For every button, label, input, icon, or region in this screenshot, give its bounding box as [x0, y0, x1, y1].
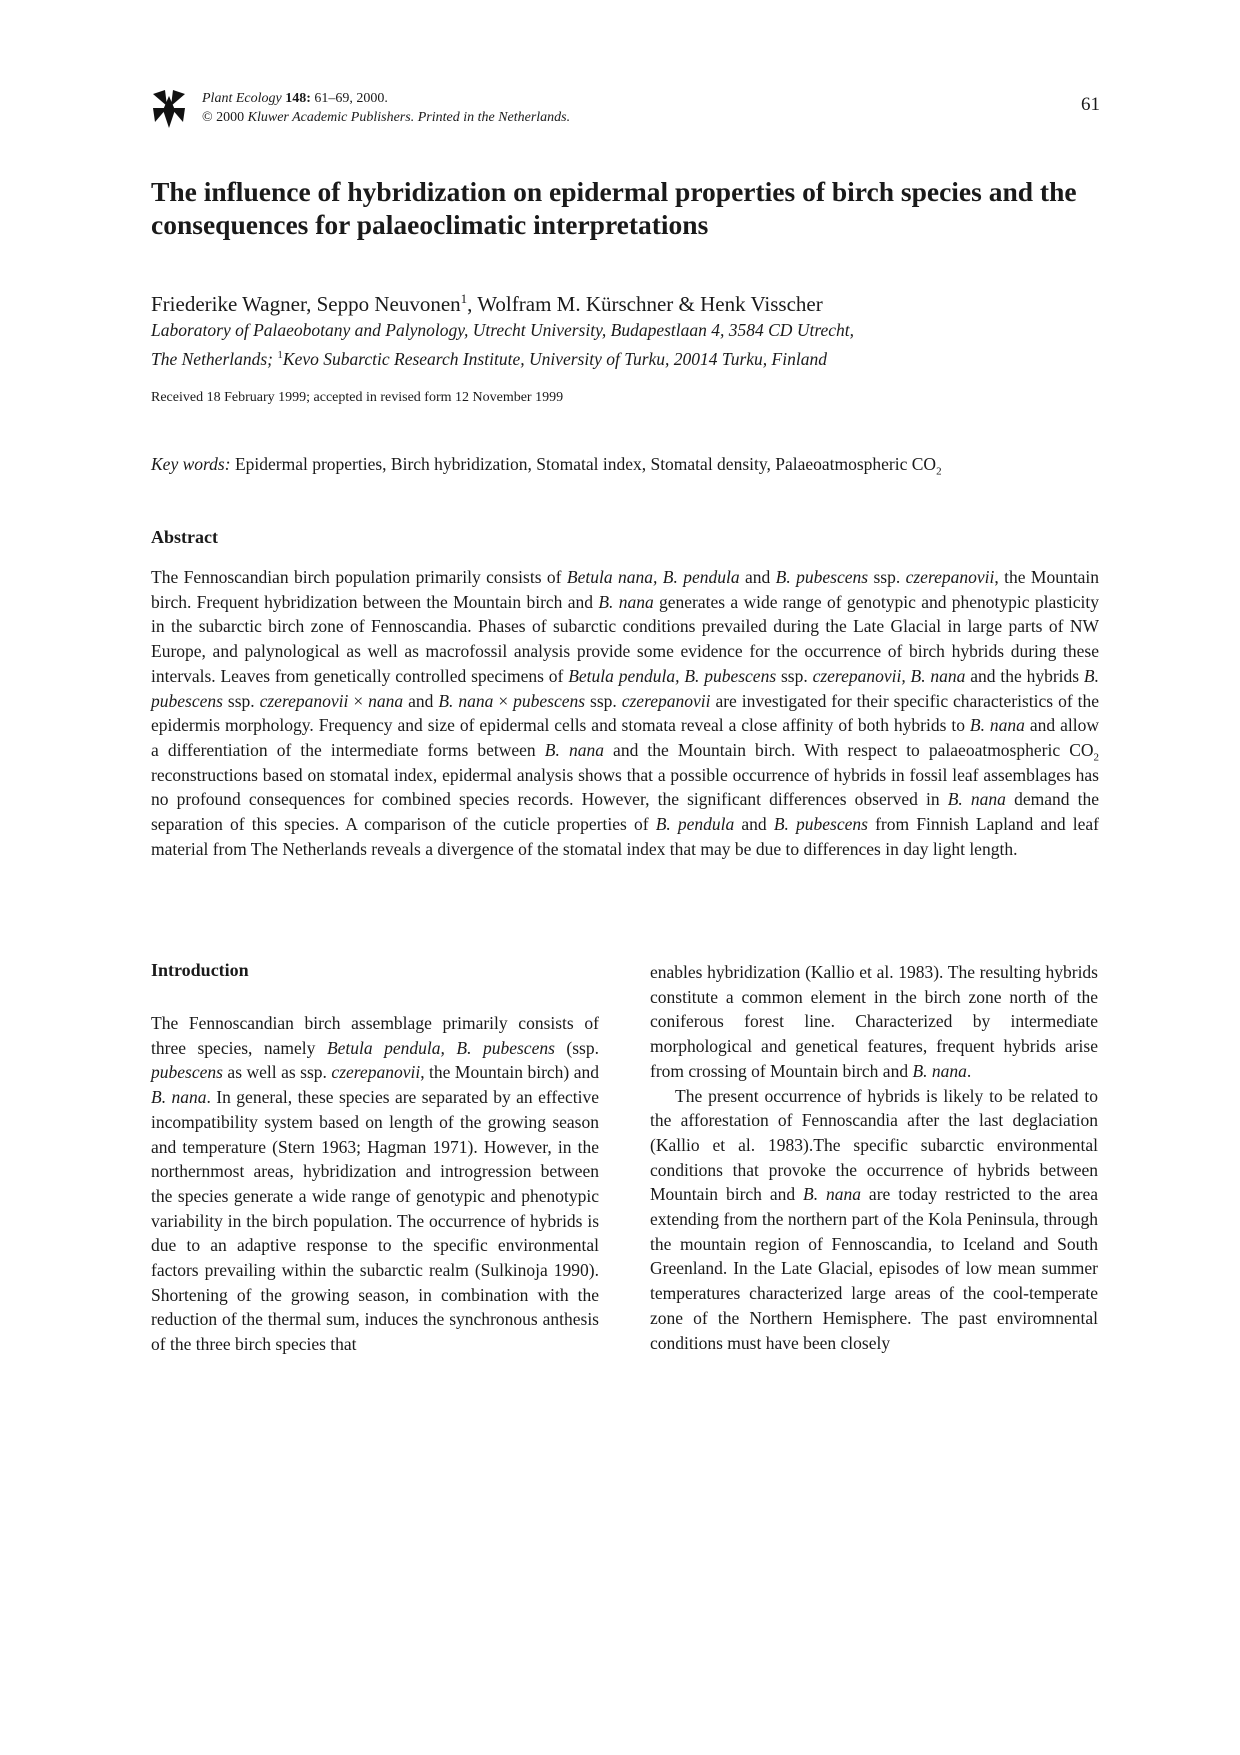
keywords-text: Epidermal properties, Birch hybridization, Stomatal index, Stomatal density, Palaeoatmospheric CO: [230, 454, 937, 474]
italic-run: nana: [368, 690, 404, 711]
italic-run: B. nana: [912, 1060, 967, 1081]
author-footnote-mark: 1: [460, 291, 468, 306]
text-run: generates a wide range of genotypic and phenotypic plasticity in the subarctic birch zone of Fennoscandia. Phases of subarctic conditions prevailed during the Late Glacial in large parts of NW Europe, and palynological as well as macrofossil analysis provide some evidence for the occurrence of birch hybrids during these intervals. Leaves from genetically controlled specimens of: [151, 591, 1099, 686]
journal-volume: 148:: [285, 91, 311, 106]
keywords-subscript: 2: [936, 465, 942, 478]
italic-run: czerepanovii: [905, 567, 995, 587]
author-list: [151, 286, 823, 317]
italic-run: B. pubescens: [775, 567, 869, 587]
text-run: are today restricted to the area extending from the northern part of the Kola Peninsula, through the mountain region of Fennoscandia, to Iceland and South Greenland. In the Late Glacial, episodes of low mean summer temperatures characterized large areas of the cool-temperate zone of the Northern Hemisphere. The past enviromnental conditions must have been closely: [650, 1184, 1098, 1353]
italic-run: Betula pendula, B. pubescens: [568, 665, 777, 686]
text-run: ×: [348, 690, 369, 711]
keywords: [151, 454, 1111, 478]
text-run: .: [966, 1060, 972, 1081]
text-run: and the hybrids: [965, 665, 1084, 686]
affiliation-line-1: Laboratory of Palaeobotany and Palynology, Utrecht University, Budapestlaan 4, 3584 CD Utrecht,: [151, 320, 854, 340]
page-number: 61: [1081, 94, 1100, 115]
introduction-left-column: [151, 1011, 599, 1357]
text-run: , the Mountain birch) and: [420, 1062, 600, 1083]
received-dates: Received 18 February 1999; accepted in revised form 12 November 1999: [151, 390, 564, 405]
affiliation-line-2-pre: The Netherlands;: [151, 348, 278, 369]
italic-run: czerepanovii, B. nana: [812, 665, 966, 686]
text-run: The Fennoscandian birch assemblage primarily consists of three species, namely: [151, 1013, 599, 1058]
publisher-name: Kluwer Academic Publishers.: [247, 110, 415, 125]
intro-right-paragraph-2: [650, 1084, 1098, 1356]
text-run: . In general, these species are separated by an effective incompatibility system based on length of the growing season and temperature (Stern 1963; Hagman 1971). However, in the northernmost areas, hybridization and introgression between the species generate a wide range of genotypic and phenotypic variability in the birch population. The occurrence of hybrids is due to an adaptive response to the specific environmental factors prevailing within the subarctic realm (Sulkinoja 1990). Shortening of the growing season, in combination with the reduction of the thermal sum, induces the synchronous anthesis of the three birch species that: [151, 1087, 599, 1355]
intro-right-paragraph-1: [650, 960, 1098, 1084]
text-run: The Fennoscandian birch population primarily consists of: [151, 567, 567, 587]
journal-citation: [202, 89, 570, 127]
journal-pages: 61–69, 2000.: [314, 91, 388, 106]
text-run: reconstructions based on stomatal index, epidermal analysis shows that a possible occurrence of hybrids in fossil leaf assemblages has no profound consequences for combined species records. However, the significant differences observed in: [151, 764, 1099, 810]
text-run: and: [734, 814, 774, 835]
text-run: and: [739, 567, 776, 587]
text-run: ssp.: [776, 665, 813, 686]
italic-run: B. pubescens: [151, 665, 1099, 711]
kluwer-logo-icon: [151, 86, 187, 130]
italic-run: B. nana: [151, 1087, 207, 1108]
printed-location: Printed in the Netherlands.: [417, 110, 571, 125]
italic-run: B. pendula: [655, 814, 735, 835]
text-run: and: [403, 690, 439, 711]
text-run: enables hybridization (Kallio et al. 1983). The resulting hybrids constitute a common element in the birch zone north of the coniferous forest line. Characterized by intermediate morphological and genetical features, frequent hybrids arise from crossing of Mountain birch and: [650, 962, 1098, 1081]
text-run: demand the separation of this species. A comparison of the cuticle properties of: [151, 789, 1099, 835]
introduction-heading: Introduction: [151, 960, 249, 980]
italic-run: czerepanovii: [621, 690, 711, 711]
subscript-run: 2: [1093, 751, 1099, 764]
authors-part2: , Wolfram M. Kürschner & Henk Visscher: [467, 292, 823, 316]
text-run: are investigated for their specific characteristics of the epidermis morphology. Frequency and size of epidermal cells and stomata reveal a close affinity of both hybrids to: [151, 690, 1099, 736]
abstract-heading: Abstract: [151, 527, 218, 547]
text-run: as well as ssp.: [222, 1062, 332, 1083]
abstract-body: [151, 565, 1099, 861]
italic-run: B. nana: [438, 690, 494, 711]
paper-title: The influence of hybridization on epidermal properties of birch species and the consequences for palaeoclimatic interpretations: [151, 176, 1077, 240]
copyright-year: © 2000: [202, 110, 245, 125]
italic-run: Betula pendula, B. pubescens: [326, 1037, 555, 1058]
affiliation: [151, 318, 1111, 371]
text-run: ssp.: [868, 567, 906, 587]
affiliation-footnote-mark: 1: [277, 348, 283, 361]
italic-run: B. nana: [544, 739, 604, 760]
keywords-label: Key words:: [151, 454, 231, 474]
text-run: from Finnish Lapland and leaf material from The Netherlands reveals a divergence of the stomatal index that may be due to differences in day light length.: [151, 814, 1099, 859]
text-run: The present occurrence of hybrids is likely to be related to the afforestation of Fennoscandia after the last deglaciation (Kallio et al. 1983).The specific subarctic environmental conditions that provoke the occurrence of hybrids between Mountain birch and: [650, 1085, 1098, 1205]
journal-name: Plant Ecology: [202, 91, 282, 106]
italic-run: B. nana: [969, 715, 1025, 736]
italic-run: czerepanovii: [331, 1062, 421, 1083]
text-run: (ssp.: [554, 1037, 599, 1058]
text-run: ×: [493, 690, 514, 711]
italic-run: B. pubescens: [773, 814, 868, 835]
authors-part1: Friederike Wagner, Seppo Neuvonen: [151, 292, 461, 316]
text-run: ssp.: [222, 690, 260, 711]
italic-run: pubescens: [151, 1062, 223, 1083]
text-run: and the Mountain birch. With respect to palaeoatmospheric CO: [603, 739, 1094, 760]
text-run: , the Mountain birch. Frequent hybridization between the Mountain birch and: [151, 567, 1099, 612]
italic-run: Betula nana, B. pendula: [566, 567, 740, 587]
italic-run: B. nana: [598, 591, 654, 612]
italic-run: B. nana: [803, 1184, 862, 1205]
italic-run: czerepanovii: [259, 690, 349, 711]
text-run: ssp.: [585, 690, 622, 711]
text-run: and allow a differentiation of the intermediate forms between: [151, 715, 1099, 760]
introduction-right-column: [650, 960, 1098, 1355]
italic-run: pubescens: [513, 690, 586, 711]
italic-run: B. nana: [947, 789, 1006, 810]
affiliation-line-2-post: Kevo Subarctic Research Institute, University of Turku, 20014 Turku, Finland: [282, 348, 827, 369]
